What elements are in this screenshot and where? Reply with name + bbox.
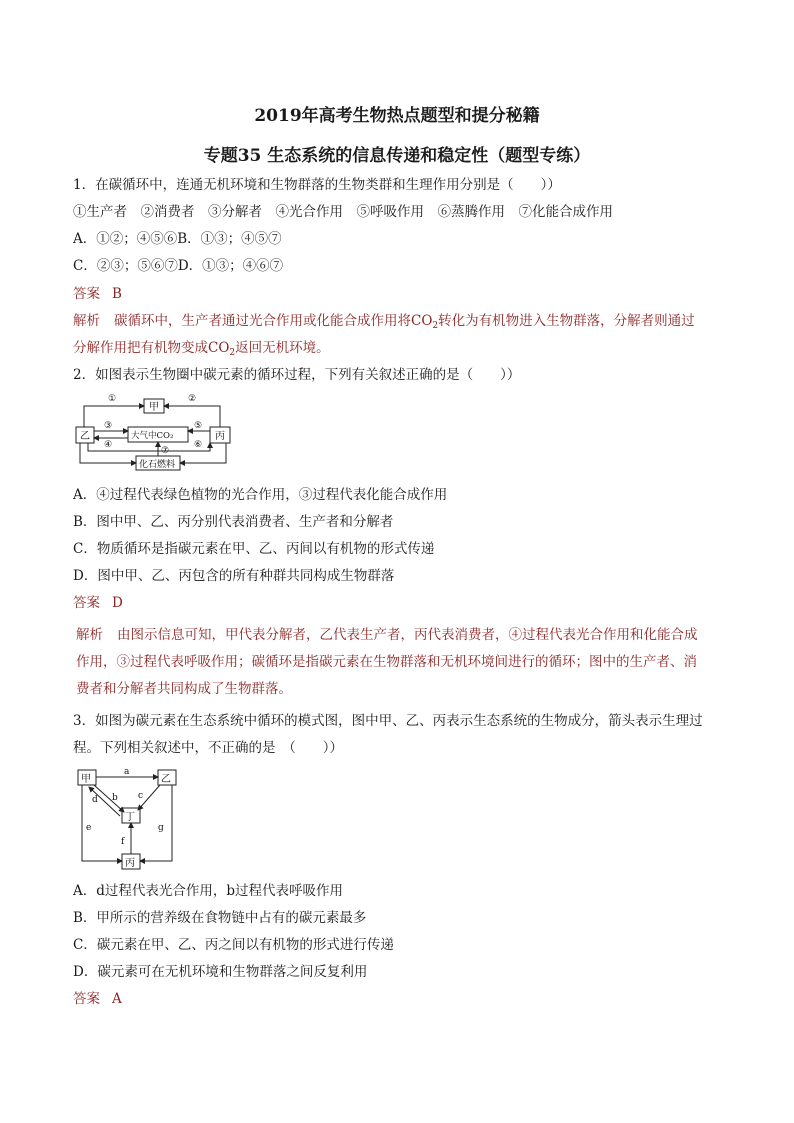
diagram-label-1: ① — [108, 394, 117, 404]
diagram-label-4: ④ — [104, 440, 113, 450]
answer-label: 答案 — [73, 286, 100, 302]
q1-option-a: A．①②；④⑤⑥ — [73, 231, 178, 247]
q3-option-b: B．甲所示的营养级在食物链中占有的碳元素最多 — [73, 910, 367, 926]
diagram-node-bing: 丙 — [215, 431, 225, 442]
q1-explanation-line1: 解析 碳循环中，生产者通过光合作用或化能合成作用将$CO_2$转化为有机物进入生物群落，分解者则通过 — [73, 313, 695, 331]
diagram-node-bing: 丙 — [125, 858, 135, 869]
q2-carbon-cycle-diagram — [70, 389, 250, 475]
answer-label: 答案 — [73, 595, 100, 611]
q2-stem: 2．如图表示生物圈中碳元素的循环过程，下列有关叙述正确的是（ ）） — [73, 367, 521, 383]
diagram-label-7: ⑦ — [161, 446, 170, 456]
page-title: 2019年高考生物热点题型和提分秘籍 — [254, 106, 540, 126]
q2-option-d: D．图中甲、乙、丙包含的所有种群共同构成生物群落 — [73, 568, 395, 584]
q2-option-c: C．物质循环是指碳元素在甲、乙、丙间以有机物的形式传递 — [73, 541, 435, 557]
diagram-node-jia: 甲 — [149, 402, 159, 413]
diagram-label-b: b — [112, 793, 118, 803]
diagram-label-a: a — [124, 767, 130, 777]
q2-explanation-line2: 作用，③过程代表呼吸作用；碳循环是指碳元素在生物群落和无机环境间进行的循环；图中的生产者、消 — [76, 654, 697, 670]
diagram-node-atmosphere: 大气中CO₂ — [131, 431, 174, 441]
q1-options-ab — [73, 230, 282, 248]
q3-answer — [73, 990, 122, 1008]
diagram-node-yi: 乙 — [80, 431, 90, 442]
q1-explanation-line2: 分解作用把有机物变成$CO_2$返回无机环境。 — [73, 340, 330, 358]
diagram-label-e: e — [86, 823, 92, 833]
diagram-label-2: ② — [188, 394, 197, 404]
q1-stem: 1．在碳循环中，连通无机环境和生物群落的生物类群和生理作用分别是（ ）） — [73, 177, 561, 193]
diagram-node-ding: 丁 — [125, 812, 135, 823]
q1-option-b: B．①③；④⑤⑦ — [177, 231, 282, 247]
q1-items: ①生产者 ②消费者 ③分解者 ④光合作用 ⑤呼吸作用 ⑥蒸腾作用 ⑦化能合成作用 — [73, 204, 613, 220]
diagram-label-6: ⑥ — [194, 440, 203, 450]
q3-stem-line2: 程。下列相关叙述中，不正确的是 （ ）） — [73, 740, 343, 756]
q3-option-c: C．碳元素在甲、乙、丙之间以有机物的形式进行传递 — [73, 937, 394, 953]
diagram-label-f: f — [121, 837, 125, 847]
answer-label: 答案 — [73, 991, 100, 1007]
diagram-node-jia: 甲 — [81, 774, 91, 785]
diagram-label-c: c — [138, 791, 144, 801]
diagram-label-g: g — [158, 823, 164, 833]
diagram-label-5: ⑤ — [194, 421, 203, 431]
q2-answer — [73, 594, 123, 612]
q1-options-cd — [73, 257, 283, 275]
answer-value: D — [112, 595, 123, 611]
q1-option-d: D．①③；④⑥⑦ — [177, 258, 284, 274]
q2-option-b: B．图中甲、乙、丙分别代表消费者、生产者和分解者 — [73, 514, 394, 530]
q1-answer — [73, 285, 122, 303]
q3-carbon-cycle-diagram — [72, 764, 182, 872]
q3-stem-line1: 3．如图为碳元素在生态系统中循环的模式图，图中甲、乙、丙表示生态系统的生物成分，箭头表示生理过 — [73, 713, 703, 729]
diagram-node-fossil-fuel: 化石燃料 — [139, 460, 176, 470]
explanation-label: 解析 — [76, 627, 103, 643]
explanation-label: 解析 — [73, 313, 100, 329]
diagram-label-3: ③ — [104, 421, 113, 431]
q3-option-a: A．d过程代表光合作用，b过程代表呼吸作用 — [73, 883, 344, 899]
q1-option-c: C．②③；⑤⑥⑦ — [73, 258, 178, 274]
q2-explanation-line1: 解析 由图示信息可知，甲代表分解者，乙代表生产者，丙代表消费者，④过程代表光合作用和化能合成 — [76, 627, 698, 643]
diagram-node-yi: 乙 — [161, 774, 171, 785]
answer-value: B — [112, 286, 122, 302]
page-subtitle: 专题35 生态系统的信息传递和稳定性（题型专练） — [203, 146, 591, 166]
q2-explanation-line3: 费者和分解者共同构成了生物群落。 — [76, 681, 292, 697]
q2-option-a: A．④过程代表绿色植物的光合作用，③过程代表化能合成作用 — [73, 487, 448, 503]
answer-value: A — [112, 991, 122, 1007]
diagram-label-d: d — [92, 795, 98, 805]
q3-option-d: D．碳元素可在无机环境和生物群落之间反复利用 — [73, 964, 368, 980]
